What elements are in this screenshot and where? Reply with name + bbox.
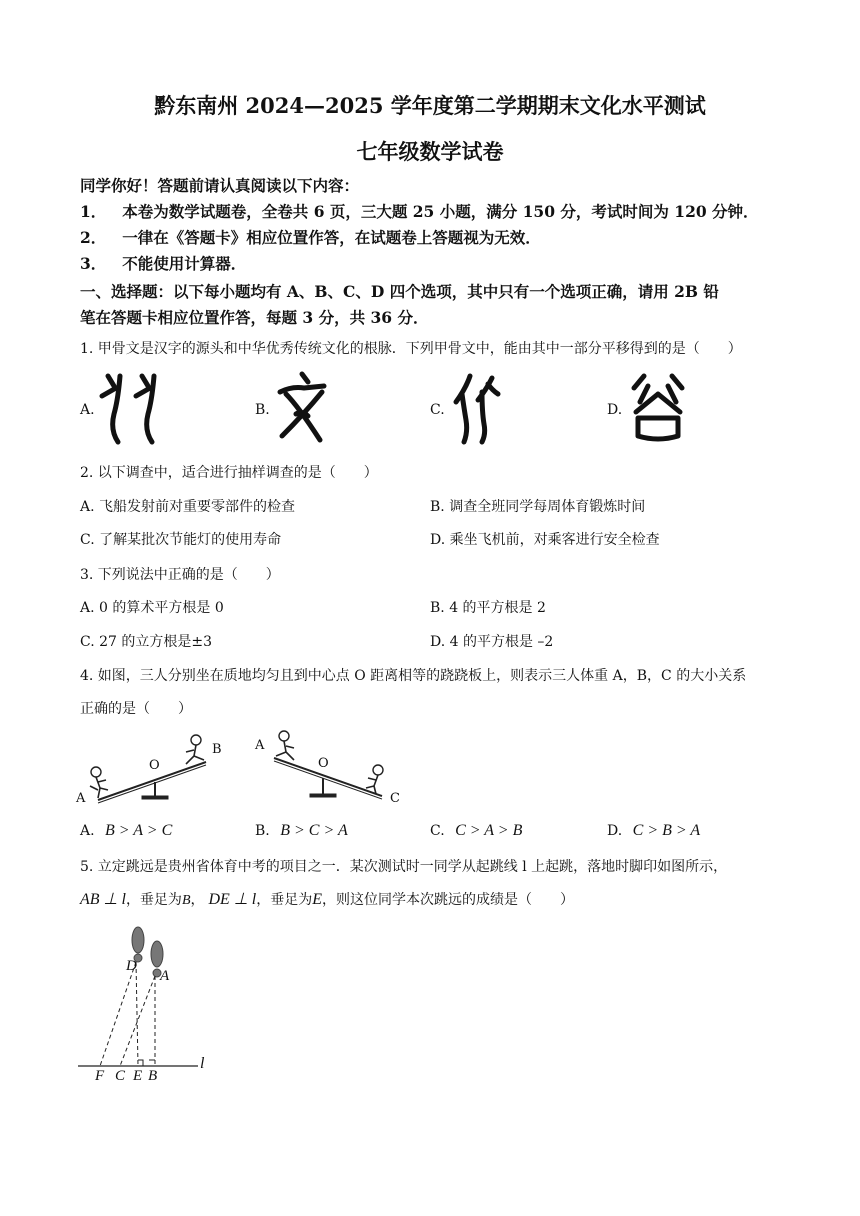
- q1-option-a[interactable]: A.: [80, 402, 95, 418]
- notice-item-2: [80, 226, 541, 248]
- oracle-glyph-b: [274, 370, 334, 446]
- q5-label-c: C: [115, 1068, 126, 1084]
- q4-option-a[interactable]: [80, 822, 172, 840]
- seesaw2-label-o: O: [318, 756, 329, 771]
- q2-stem: 2. 以下调查中，适合进行抽样调查的是（ ）: [80, 465, 378, 481]
- q2-option-d[interactable]: D. 乘坐飞机前，对乘客进行安全检查: [430, 532, 660, 548]
- seesaw2-label-c: C: [390, 791, 400, 806]
- seesaw1-label-b: B: [212, 742, 222, 757]
- oracle-glyph-d: [626, 372, 690, 444]
- q3-stem: 3. 下列说法中正确的是（ ）: [80, 567, 280, 583]
- q3-option-c[interactable]: C. 27 的立方根是±3: [80, 634, 213, 650]
- oracle-glyph-a: [98, 370, 168, 446]
- q4-option-a-letter: A.: [80, 823, 95, 839]
- notice-intro: 同学你好！答题前请认真阅读以下内容：: [80, 176, 360, 195]
- q5-label-a: A: [160, 968, 170, 984]
- notice-item-2-text: 一律在《答题卡》相应位置作答，在试题卷上答题视为无效．: [122, 228, 541, 247]
- q4-option-b-letter: B.: [255, 823, 270, 839]
- q5-tail: ，则这位同学本次跳远的成绩是（ ）: [322, 892, 574, 908]
- q4-option-d[interactable]: [607, 822, 700, 840]
- notice-item-3-num: 3．: [80, 254, 107, 273]
- q4-stem-line1: 4. 如图，三人分别坐在质地均匀且到中心点 O 距离相等的跷跷板上，则表示三人体重 A，B，C 的大小关系: [80, 668, 747, 684]
- q3-option-b[interactable]: B. 4 的平方根是 2: [430, 600, 546, 616]
- q1-option-c[interactable]: C.: [430, 402, 445, 418]
- q5-label-b: B: [148, 1068, 158, 1084]
- notice-item-1-text: 本卷为数学试题卷，全卷共 6 页，三大题 25 小题，满分 150 分，考试时间为 120 分钟．: [122, 202, 759, 221]
- notice-item-1: [80, 200, 759, 222]
- q5-label-f: F: [95, 1068, 105, 1084]
- section1-heading-line1: 一、选择题：以下每小题均有 A、B、C、D 四个选项，其中只有一个选项正确，请用 2B 铅: [80, 282, 719, 301]
- section1-heading-line2: 笔在答题卡相应位置作答，每题 3 分，共 36 分．: [80, 308, 429, 327]
- q3-option-d[interactable]: D. 4 的平方根是 –2: [430, 634, 554, 650]
- seesaw2-label-a: A: [255, 738, 265, 753]
- seesaw1-label-a: A: [76, 791, 86, 806]
- q2-option-a[interactable]: A. 飞船发射前对重要零部件的检查: [80, 499, 296, 515]
- notice-item-3-text: 不能使用计算器．: [122, 254, 247, 273]
- q5-label-e: E: [133, 1068, 143, 1084]
- oracle-glyph-c: [448, 372, 508, 446]
- q1-stem: 1. 甲骨文是汉字的源头和中华优秀传统文化的根脉．下列甲骨文中，能由其中一部分平移得到的是（ ）: [80, 341, 742, 357]
- q5-ab-perp: AB ⊥ l: [80, 891, 126, 908]
- q4-option-c-expr: C > A > B: [455, 822, 523, 839]
- page-subtitle: 七年级数学试卷: [356, 139, 504, 164]
- q5-stem-line2: [80, 889, 574, 909]
- notice-item-2-num: 2．: [80, 228, 107, 247]
- q5-label-d: D: [126, 958, 137, 974]
- q5-stem-line1: 5. 立定跳远是贵州省体育中考的项目之一．某次测试时一同学从起跳线 l 上起跳，落地时脚印如图所示，: [80, 859, 728, 875]
- q4-option-c[interactable]: [430, 822, 522, 840]
- q5-point-e: E: [312, 891, 322, 908]
- q5-foot2: ，垂足为: [256, 892, 313, 908]
- long-jump-figure: [76, 920, 216, 1070]
- q4-option-d-letter: D.: [607, 823, 623, 839]
- notice-item-1-num: 1．: [80, 202, 107, 221]
- q5-foot1: ，垂足为: [125, 892, 182, 908]
- seesaw1-label-o: O: [149, 758, 160, 773]
- q2-option-c[interactable]: C. 了解某批次节能灯的使用寿命: [80, 532, 282, 548]
- q4-option-a-expr: B > A > C: [105, 822, 173, 839]
- q5-label-l: l: [200, 1055, 205, 1072]
- notice-item-3: [80, 252, 246, 274]
- q1-option-b[interactable]: B.: [255, 402, 270, 418]
- q4-option-c-letter: C.: [430, 823, 445, 839]
- q2-option-b[interactable]: B. 调查全班同学每周体育锻炼时间: [430, 499, 646, 515]
- q4-option-b[interactable]: [255, 822, 348, 840]
- page-title: 黔东南州 2024—2025 学年度第二学期期末文化水平测试: [154, 93, 706, 118]
- q5-point-b: B: [181, 893, 191, 908]
- q5-comma: ，: [190, 892, 205, 908]
- q5-de-perp: DE ⊥ l: [208, 891, 257, 908]
- q4-stem-line2: 正确的是（ ）: [80, 701, 192, 717]
- q4-option-d-expr: C > B > A: [632, 822, 701, 839]
- q4-option-b-expr: B > C > A: [280, 822, 348, 839]
- q1-option-d[interactable]: D.: [607, 402, 623, 418]
- q3-option-a[interactable]: A. 0 的算术平方根是 0: [80, 600, 224, 616]
